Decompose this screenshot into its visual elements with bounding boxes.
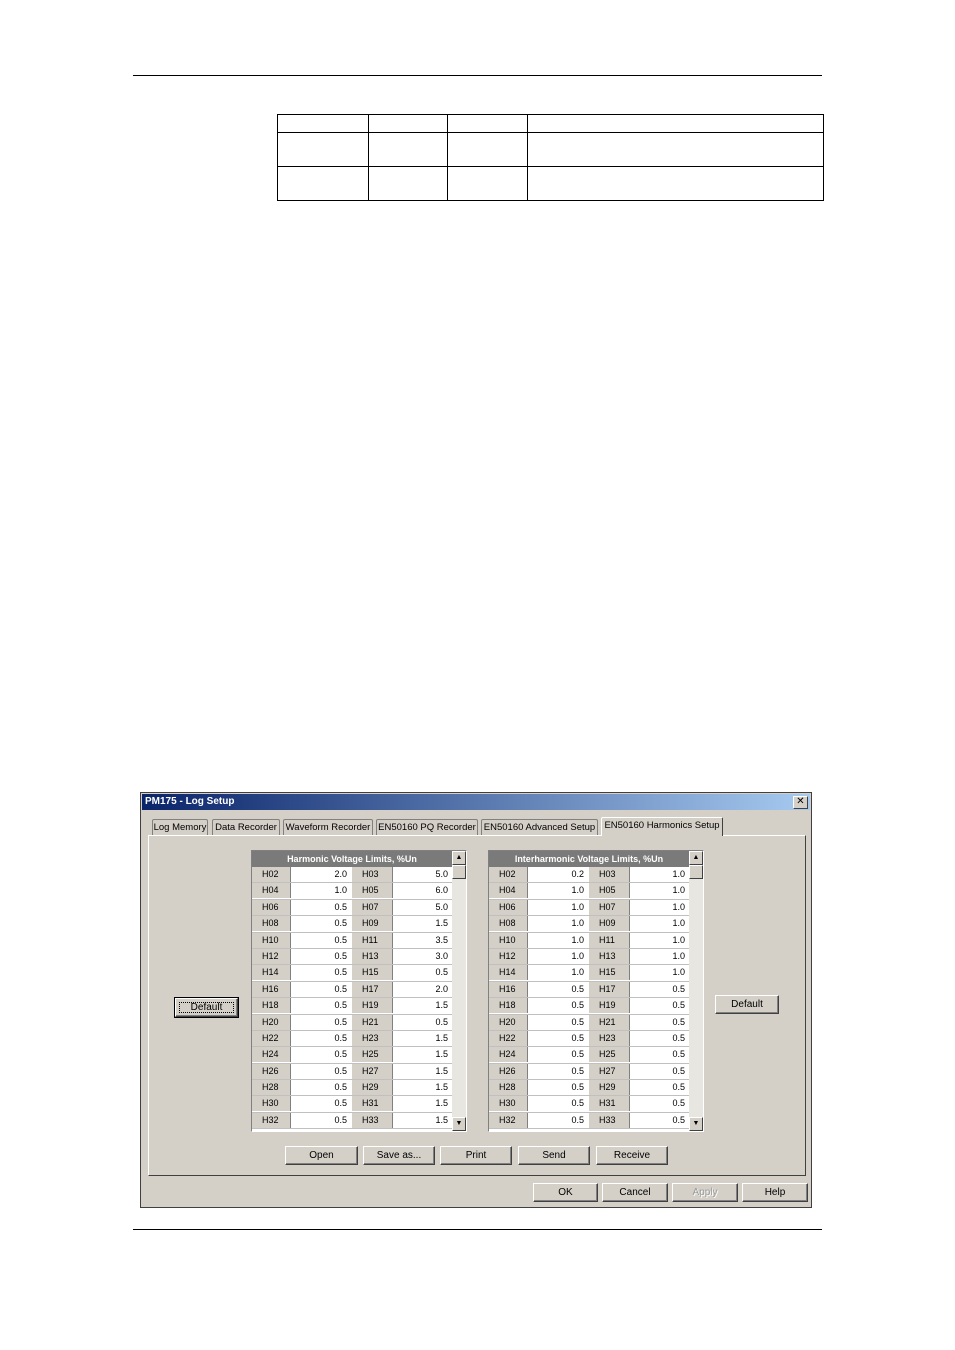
table-row — [489, 867, 689, 883]
harmonic-order-label: H17 — [352, 982, 393, 997]
table-row — [489, 998, 689, 1014]
table-row — [489, 1113, 689, 1129]
table-row — [252, 965, 452, 981]
harmonic-order-label: H08 — [252, 916, 291, 931]
harmonic-limits-grid[interactable] — [251, 850, 467, 1132]
tab-waveform-recorder[interactable]: Waveform Recorder — [283, 819, 373, 835]
limit-value-field[interactable]: 1.0 — [630, 900, 689, 915]
default-harmonic-button[interactable]: Default — [175, 998, 238, 1017]
table-cell — [369, 115, 448, 133]
harmonic-order-label: H28 — [489, 1080, 528, 1095]
limit-value-field[interactable]: 0.5 — [528, 998, 588, 1013]
harmonic-order-label: H24 — [252, 1047, 291, 1062]
limit-value-field[interactable]: 1.0 — [630, 867, 689, 882]
harmonic-order-label: H19 — [589, 998, 630, 1013]
harmonics-panel — [148, 835, 806, 1176]
limit-value-field[interactable]: 0.5 — [291, 1047, 351, 1062]
table-row — [252, 1015, 452, 1031]
harmonic-order-label: H16 — [252, 982, 291, 997]
tab-en50160-harmonics-setup[interactable]: EN50160 Harmonics Setup — [601, 817, 723, 836]
limit-value-field[interactable]: 0.5 — [528, 1113, 588, 1128]
limit-value-field[interactable]: 0.5 — [630, 1096, 689, 1111]
limit-value-field[interactable]: 1.0 — [630, 933, 689, 948]
limit-value-field[interactable]: 0.5 — [291, 916, 351, 931]
table-row — [252, 1096, 452, 1112]
limit-value-field[interactable]: 0.5 — [630, 1080, 689, 1095]
harmonic-order-label: H27 — [589, 1064, 630, 1079]
harmonic-order-label: H11 — [352, 933, 393, 948]
harmonic-grid-rows — [252, 867, 452, 1129]
limit-value-field[interactable]: 0.5 — [630, 1064, 689, 1079]
title-bar[interactable] — [142, 794, 810, 810]
interharmonic-limits-grid[interactable] — [488, 850, 704, 1132]
harmonic-order-label: H14 — [489, 965, 528, 980]
harmonic-order-label: H30 — [252, 1096, 291, 1111]
limit-value-field[interactable]: 0.5 — [291, 933, 351, 948]
receive-button[interactable]: Receive — [596, 1146, 668, 1165]
harmonic-order-label: H05 — [589, 883, 630, 898]
harmonic-order-label: H03 — [589, 867, 630, 882]
harmonic-order-label: H14 — [252, 965, 291, 980]
table-cell — [278, 167, 369, 201]
harmonic-order-label: H04 — [489, 883, 528, 898]
cancel-button[interactable]: Cancel — [602, 1183, 668, 1202]
limit-value-field[interactable]: 0.5 — [630, 1031, 689, 1046]
harmonic-order-label: H13 — [589, 949, 630, 964]
table-row — [489, 1047, 689, 1063]
table-cell — [448, 167, 528, 201]
harmonic-order-label: H10 — [252, 933, 291, 948]
limit-value-field[interactable]: 1.0 — [630, 883, 689, 898]
limit-value-field[interactable]: 0.5 — [291, 998, 351, 1013]
help-button[interactable]: Help — [742, 1183, 808, 1202]
harmonic-order-label: H08 — [489, 916, 528, 931]
table-cell — [369, 133, 448, 167]
harmonic-order-label: H02 — [489, 867, 528, 882]
harmonic-order-label: H13 — [352, 949, 393, 964]
harmonic-order-label: H19 — [352, 998, 393, 1013]
open-button[interactable]: Open — [285, 1146, 358, 1165]
limit-value-field[interactable]: 0.5 — [528, 1096, 588, 1111]
dialog-title: PM175 - Log Setup — [145, 796, 235, 807]
harmonic-order-label: H06 — [252, 900, 291, 915]
harmonic-order-label: H12 — [489, 949, 528, 964]
scroll-thumb[interactable] — [689, 865, 703, 879]
limit-value-field[interactable]: 0.5 — [291, 1015, 351, 1030]
table-cell — [448, 133, 528, 167]
interharmonic-grid-rows — [489, 867, 689, 1129]
tab-en50160-pq-recorder[interactable]: EN50160 PQ Recorder — [376, 819, 478, 835]
limit-value-field[interactable]: 1.0 — [528, 883, 588, 898]
table-row — [489, 900, 689, 916]
default-interharmonic-button[interactable]: Default — [715, 995, 779, 1014]
table-row — [252, 916, 452, 932]
limit-value-field[interactable]: 0.5 — [528, 1015, 588, 1030]
empty-table — [277, 114, 824, 201]
harmonic-order-label: H18 — [489, 998, 528, 1013]
limit-value-field[interactable]: 0.5 — [528, 1047, 588, 1062]
limit-value-field[interactable]: 2.0 — [291, 867, 351, 882]
log-setup-dialog — [140, 792, 812, 1208]
harmonic-order-label: H03 — [352, 867, 393, 882]
harmonic-order-label: H29 — [352, 1080, 393, 1095]
table-row — [252, 1047, 452, 1063]
harmonic-order-label: H06 — [489, 900, 528, 915]
harmonic-order-label: H23 — [589, 1031, 630, 1046]
limit-value-field[interactable]: 0.5 — [630, 1047, 689, 1062]
limit-value-field[interactable]: 3.0 — [393, 949, 452, 964]
limit-value-field[interactable]: 3.5 — [393, 933, 452, 948]
harmonic-order-label: H04 — [252, 883, 291, 898]
harmonic-order-label: H16 — [489, 982, 528, 997]
print-button[interactable]: Print — [440, 1146, 512, 1165]
table-row — [489, 949, 689, 965]
table-row — [489, 1015, 689, 1031]
tab-data-recorder[interactable]: Data Recorder — [212, 819, 280, 835]
harmonic-order-label: H22 — [252, 1031, 291, 1046]
limit-value-field[interactable]: 0.5 — [393, 965, 452, 980]
table-cell — [528, 115, 824, 133]
limit-value-field[interactable]: 1.0 — [630, 916, 689, 931]
limit-value-field[interactable]: 1.0 — [291, 883, 351, 898]
harmonic-order-label: H26 — [252, 1064, 291, 1079]
limit-value-field[interactable]: 1.5 — [393, 916, 452, 931]
limit-value-field[interactable]: 0.5 — [291, 949, 351, 964]
harmonic-order-label: H09 — [352, 916, 393, 931]
limit-value-field[interactable]: 6.0 — [393, 883, 452, 898]
limit-value-field[interactable]: 1.0 — [528, 916, 588, 931]
harmonic-order-label: H33 — [589, 1113, 630, 1128]
harmonic-order-label: H26 — [489, 1064, 528, 1079]
table-row — [489, 1096, 689, 1112]
harmonic-order-label: H15 — [352, 965, 393, 980]
limit-value-field[interactable]: 1.5 — [393, 998, 452, 1013]
harmonic-order-label: H25 — [589, 1047, 630, 1062]
harmonic-order-label: H33 — [352, 1113, 393, 1128]
limit-value-field[interactable]: 0.5 — [291, 965, 351, 980]
limit-value-field[interactable]: 0.5 — [393, 1015, 452, 1030]
ok-button[interactable]: OK — [533, 1183, 598, 1202]
harmonic-order-label: H20 — [489, 1015, 528, 1030]
table-cell — [369, 167, 448, 201]
harmonic-grid-scrollbar[interactable] — [452, 851, 466, 1131]
send-button[interactable]: Send — [518, 1146, 590, 1165]
limit-value-field[interactable]: 1.5 — [393, 1080, 452, 1095]
table-row — [252, 1064, 452, 1080]
harmonic-order-label: H07 — [589, 900, 630, 915]
limit-value-field[interactable]: 0.5 — [528, 1064, 588, 1079]
close-icon[interactable]: ✕ — [793, 796, 808, 809]
scroll-thumb[interactable] — [452, 865, 466, 879]
limit-value-field[interactable]: 1.0 — [528, 965, 588, 980]
limit-value-field[interactable]: 0.5 — [291, 1031, 351, 1046]
harmonic-order-label: H27 — [352, 1064, 393, 1079]
limit-value-field[interactable]: 1.0 — [528, 949, 588, 964]
harmonic-order-label: H31 — [589, 1096, 630, 1111]
harmonic-order-label: H25 — [352, 1047, 393, 1062]
limit-value-field[interactable]: 0.5 — [528, 1080, 588, 1095]
limit-value-field[interactable]: 5.0 — [393, 900, 452, 915]
table-cell — [448, 115, 528, 133]
harmonic-order-label: H17 — [589, 982, 630, 997]
harmonic-order-label: H32 — [489, 1113, 528, 1128]
limit-value-field[interactable]: 0.5 — [630, 1015, 689, 1030]
table-row — [252, 933, 452, 949]
table-row — [252, 1080, 452, 1096]
table-cell — [278, 115, 369, 133]
table-row — [489, 883, 689, 899]
harmonic-order-label: H28 — [252, 1080, 291, 1095]
limit-value-field[interactable]: 0.5 — [291, 982, 351, 997]
table-cell — [528, 133, 824, 167]
limit-value-field[interactable]: 1.5 — [393, 1113, 452, 1128]
harmonic-order-label: H05 — [352, 883, 393, 898]
table-row — [489, 1064, 689, 1080]
limit-value-field[interactable]: 0.2 — [528, 867, 588, 882]
harmonic-order-label: H21 — [589, 1015, 630, 1030]
scroll-up-icon[interactable]: ▲ — [689, 851, 703, 865]
interharmonic-grid-scrollbar[interactable] — [689, 851, 703, 1131]
limit-value-field[interactable]: 1.0 — [528, 933, 588, 948]
harmonic-order-label: H21 — [352, 1015, 393, 1030]
limit-value-field[interactable]: 0.5 — [291, 1096, 351, 1111]
footer-rule — [133, 1229, 822, 1230]
scroll-down-icon[interactable]: ▼ — [689, 1117, 703, 1131]
limit-value-field[interactable]: 0.5 — [291, 900, 351, 915]
interharmonic-grid-title: Interharmonic Voltage Limits, %Un — [489, 851, 689, 867]
harmonic-order-label: H22 — [489, 1031, 528, 1046]
harmonic-order-label: H29 — [589, 1080, 630, 1095]
table-cell — [278, 133, 369, 167]
table-row — [252, 949, 452, 965]
table-row — [252, 900, 452, 916]
harmonic-order-label: H11 — [589, 933, 630, 948]
limit-value-field[interactable]: 0.5 — [528, 1031, 588, 1046]
table-row — [252, 883, 452, 899]
table-row — [252, 982, 452, 998]
harmonic-order-label: H02 — [252, 867, 291, 882]
limit-value-field[interactable]: 0.5 — [291, 1080, 351, 1095]
limit-value-field[interactable]: 0.5 — [630, 998, 689, 1013]
harmonic-order-label: H20 — [252, 1015, 291, 1030]
limit-value-field[interactable]: 0.5 — [291, 1064, 351, 1079]
harmonic-order-label: H18 — [252, 998, 291, 1013]
table-row — [489, 916, 689, 932]
apply-button[interactable]: Apply — [672, 1183, 738, 1202]
harmonic-order-label: H12 — [252, 949, 291, 964]
limit-value-field[interactable]: 0.5 — [630, 982, 689, 997]
harmonic-order-label: H30 — [489, 1096, 528, 1111]
limit-value-field[interactable]: 0.5 — [528, 982, 588, 997]
limit-value-field[interactable]: 1.0 — [528, 900, 588, 915]
harmonic-grid-title: Harmonic Voltage Limits, %Un — [252, 851, 452, 867]
table-row — [489, 965, 689, 981]
limit-value-field[interactable]: 1.5 — [393, 1096, 452, 1111]
harmonic-order-label: H23 — [352, 1031, 393, 1046]
limit-value-field[interactable]: 5.0 — [393, 867, 452, 882]
harmonic-order-label: H15 — [589, 965, 630, 980]
harmonic-order-label: H10 — [489, 933, 528, 948]
table-row — [252, 1031, 452, 1047]
limit-value-field[interactable]: 1.5 — [393, 1064, 452, 1079]
limit-value-field[interactable]: 0.5 — [291, 1113, 351, 1128]
scroll-up-icon[interactable]: ▲ — [452, 851, 466, 865]
header-rule — [133, 75, 822, 76]
table-cell — [528, 167, 824, 201]
table-row — [252, 998, 452, 1014]
tab-en50160-advanced-setup[interactable]: EN50160 Advanced Setup — [481, 819, 598, 835]
limit-value-field[interactable]: 1.5 — [393, 1031, 452, 1046]
scroll-down-icon[interactable]: ▼ — [452, 1117, 466, 1131]
harmonic-order-label: H31 — [352, 1096, 393, 1111]
limit-value-field[interactable]: 1.0 — [630, 949, 689, 964]
limit-value-field[interactable]: 1.0 — [630, 965, 689, 980]
tab-log-memory[interactable]: Log Memory — [152, 819, 208, 835]
harmonic-order-label: H32 — [252, 1113, 291, 1128]
table-row — [489, 1031, 689, 1047]
harmonic-order-label: H24 — [489, 1047, 528, 1062]
limit-value-field[interactable]: 2.0 — [393, 982, 452, 997]
table-row — [489, 982, 689, 998]
limit-value-field[interactable]: 0.5 — [630, 1113, 689, 1128]
table-row — [489, 933, 689, 949]
limit-value-field[interactable]: 1.5 — [393, 1047, 452, 1062]
harmonic-order-label: H07 — [352, 900, 393, 915]
harmonic-order-label: H09 — [589, 916, 630, 931]
table-row — [252, 867, 452, 883]
table-row — [489, 1080, 689, 1096]
save-as-button[interactable]: Save as... — [363, 1146, 435, 1165]
table-row — [252, 1113, 452, 1129]
